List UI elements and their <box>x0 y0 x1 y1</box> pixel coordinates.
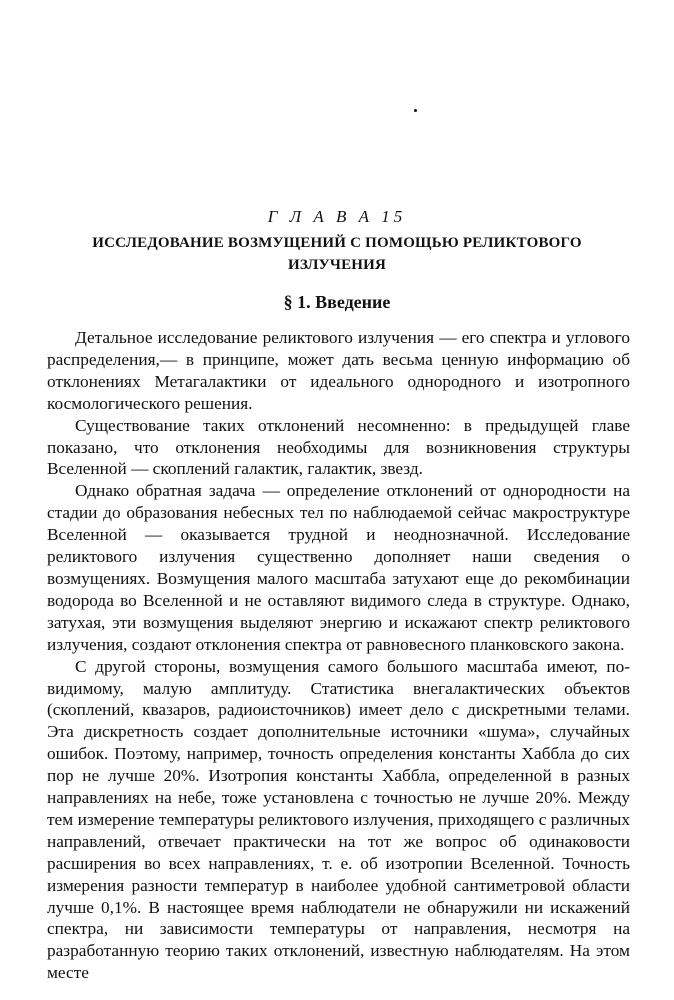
print-speck <box>414 109 417 112</box>
section-title: § 1. Введение <box>283 292 391 312</box>
chapter-title: ИССЛЕДОВАНИЕ ВОЗМУЩЕНИЙ С ПОМОЩЬЮ РЕЛИКТОВОГО ИЗЛУЧЕНИЯ <box>92 235 582 273</box>
paragraph-4: С другой стороны, возмущения самого большого масштаба имеют, по-видимому, малую амплитуду. Статистика внегалактических объектов (скоплений, квазаров, радиоисточников) имеет дело с дискретными телами. Эта дискретность создает дополнительные источники «шума», случайных ошибок. Поэтому, например, точность определения константы Хаббла до сих пор не лучше 20%. Изотропия константы Хаббла, определенной в разных направлениях на небе, тоже установлена с точностью не лучше 20%. Между тем измерение температуры реликтового излучения, приходящего с различных направлений, отвечает практически на тот же вопрос об одинаковости расширения во всех направлениях, т. е. об изотропии Вселенной. Точность измерения разности температур в наиболее удобной сантиметровой области лучше 0,1%. В настоящее время наблюдатели не обнаружили ни искажений спектра, ни зависимости температуры от направления, несмотря на разработанную теорию таких отклонений, известную наблюдателям. На этом месте <box>47 656 630 983</box>
paragraph-3: Однако обратная задача — определение отклонений от однородности на стадии до образования небесных тел по наблюдаемой сейчас макроструктуре Вселенной — оказывается трудной и неоднозначной. Исследование реликтового излучения существенно дополняет наши сведения о возмущениях. Возмущения малого масштаба затухают еще до рекомбинации водорода во Вселенной и не оставляют видимого следа в структуре. Однако, затухая, эти возмущения выделяют энергию и искажают спектр реликтового излучения, создают отклонения спектра от равновесного планковского закона. <box>47 481 630 654</box>
paragraph-2: Существование таких отклонений несомненно: в предыдущей главе показано, что отклонения необходимы для возникновения структуры Вселенной — скоплений галактик, галактик, звезд. <box>47 415 630 479</box>
chapter-label: Г Л А В А 15 <box>267 207 407 226</box>
paragraph-1: Детальное исследование реликтового излучения — его спектра и углового распределения,— в принципе, может дать весьма ценную информацию об отклонениях Метагалактики от идеального однородного и изотропного космологического решения. <box>47 328 630 413</box>
body-text <box>47 327 630 984</box>
